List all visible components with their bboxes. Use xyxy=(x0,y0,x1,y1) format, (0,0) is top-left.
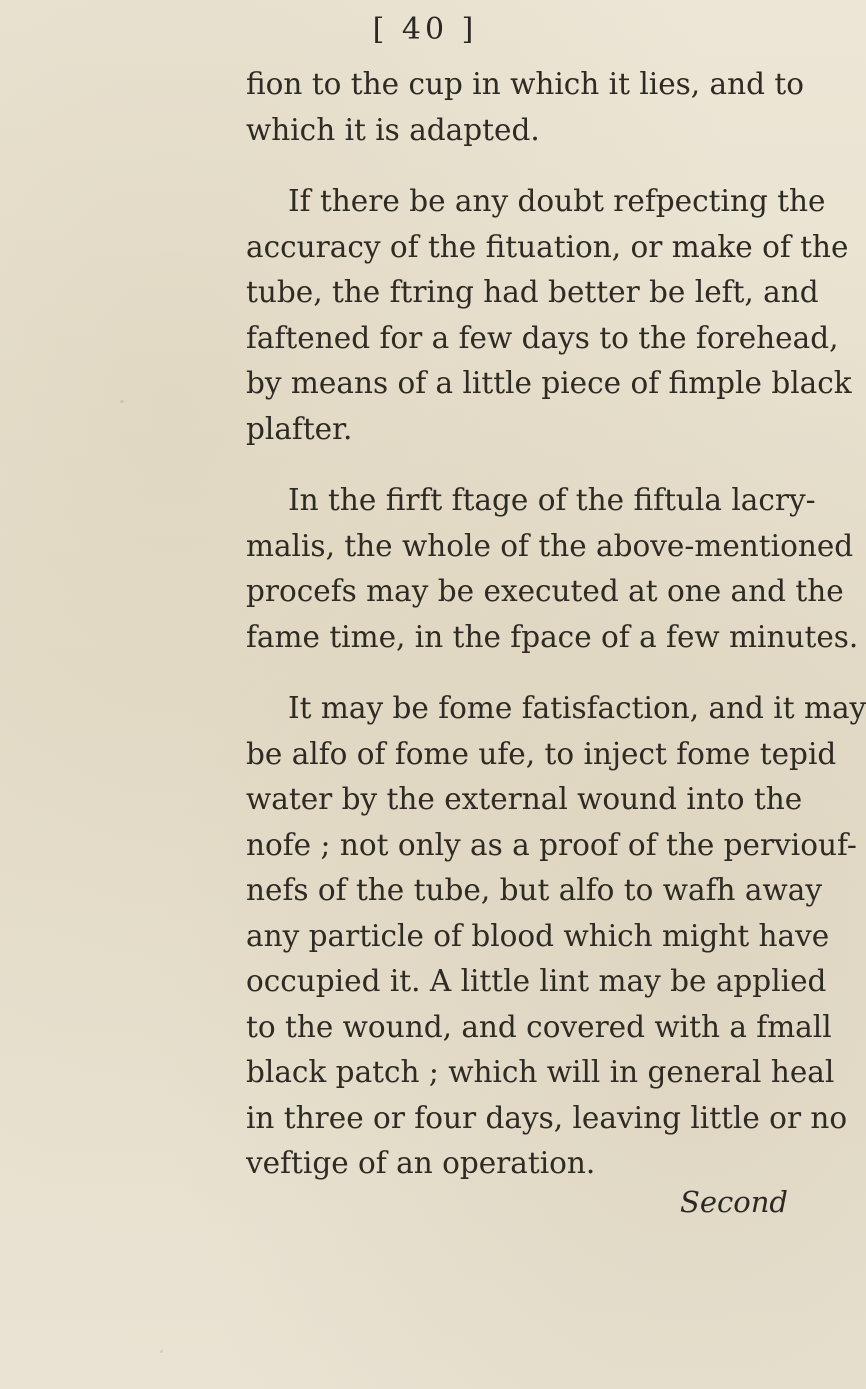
text-line: black patch ; which will in general heal xyxy=(246,1055,835,1089)
paragraph xyxy=(246,478,859,660)
text-line: nofe ; not only as a proof of the perviouf- xyxy=(246,827,857,862)
paragraph xyxy=(246,179,852,452)
text-line: nefs of the tube, but alfo to wafh away xyxy=(246,873,822,907)
text-line: In the firft ftage of the fiftula lacry- xyxy=(288,483,816,517)
text-line: be alfo of fome ufe, to inject fome tepid xyxy=(246,736,837,771)
text-line: If there be any doubt refpecting the xyxy=(288,184,826,218)
text-line: in three or four days, leaving little or no xyxy=(246,1100,848,1135)
paragraph xyxy=(246,62,805,153)
body-text xyxy=(246,62,866,1187)
text-line: tube, the ftring had better be left, and xyxy=(246,275,819,309)
text-line: by means of a little piece of fimple black xyxy=(246,366,852,400)
text-line: plafter. xyxy=(246,411,353,446)
paragraph xyxy=(246,686,866,1187)
text-line: procefs may be executed at one and the xyxy=(246,574,844,608)
text-line: fame time, in the fpace of a few minutes. xyxy=(246,619,859,654)
text-line: malis, the whole of the above-mentioned xyxy=(246,528,854,563)
paper-blemish xyxy=(120,400,124,403)
catchword: Second xyxy=(680,1185,788,1219)
text-line: accuracy of the fituation, or make of the xyxy=(246,229,849,264)
page-number: [ 40 ] xyxy=(372,12,478,47)
text-line: fion to the cup in which it lies, and to xyxy=(246,67,805,101)
text-line: which it is adapted. xyxy=(246,112,540,147)
text-line: to the wound, and covered with a fmall xyxy=(246,1009,832,1044)
text-line: It may be fome fatisfaction, and it may xyxy=(288,691,866,725)
text-line: water by the external wound into the xyxy=(246,782,803,816)
text-line: occupied it. A little lint may be applied xyxy=(246,964,827,998)
text-line: any particle of blood which might have xyxy=(246,918,830,953)
text-line: faftened for a few days to the forehead, xyxy=(246,320,839,355)
paper-blemish xyxy=(160,1350,163,1353)
text-line: veftige of an operation. xyxy=(246,1146,596,1180)
